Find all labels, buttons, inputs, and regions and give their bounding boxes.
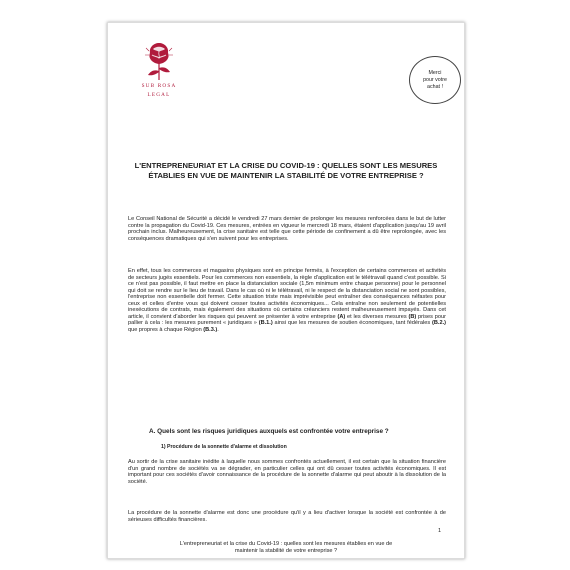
logo-line-1: SUB ROSA: [141, 83, 177, 89]
section-heading-a: A. Quels sont les risques juridiques auxquels est confrontée votre entreprise ?: [149, 428, 389, 435]
footer-line-1: L'entrepreneuriat et la crise du Covid-19 : quelles sont les mesures établies en vue de: [179, 541, 393, 547]
rose-icon: [139, 39, 179, 81]
ref-b1: (B.1.): [258, 320, 273, 327]
logo-line-2: LEGAL: [147, 92, 171, 98]
thanks-badge: [409, 56, 461, 104]
thanks-line-1: Merci: [428, 69, 442, 76]
context-text-d: ainsi que les mesures de soutien économiques, tant fédérales: [272, 320, 433, 327]
context-paragraph: [128, 268, 446, 333]
thanks-line-2: pour votre: [423, 76, 447, 83]
subsection-heading-1: 1) Procédure de la sonnette d'alarme et dissolution: [161, 444, 287, 450]
ref-b2: (B.2.): [432, 320, 446, 327]
ref-b: (B): [408, 313, 417, 320]
intro-paragraph: Le Conseil National de Sécurité a décidé le vendredi 27 mars dernier de prolonger les mesures renforcées dans le but de lutter contre la propagation du Covid-19. Ces mesures, entrées en vigueur le mercredi 18 mars, étaient d'application jusqu'au 19 avril prochain inclus. Malheureusement, la crise sanitaire est telle que cette période de confinement a dû être reprolongée, avec les conséquences dramatiques qui s'en suivent pour les entreprises.: [128, 216, 446, 242]
footer-line-2: maintenir la stabilité de votre entreprise ?: [234, 547, 338, 554]
ref-b3: (B.3.): [203, 326, 218, 333]
document-page: [107, 22, 465, 559]
thanks-line-3: achat !: [427, 83, 443, 90]
document-title: L'ENTREPRENEURIAT ET LA CRISE DU COVID-19 : QUELLES SONT LES MESURES ÉTABLIES EN VUE DE MAINTENIR LA STABILITÉ DE VOTRE ENTREPRISE ?: [134, 161, 438, 180]
context-text-e: que propres à chaque Région: [128, 326, 204, 333]
ref-a: (A): [337, 313, 346, 320]
context-text-f: .: [217, 326, 219, 333]
dissolution-paragraph: Au sortir de la crise sanitaire inédite à laquelle nous sommes confrontés actuellement, il est certain que la situation financière d'un grand nombre de sociétés va se dégrader, en particulier celles qui ont dû cesser toutes activités économiques. Il est important pour ces sociétés d'avoir connaissance de la procédure de la sonnette d'alarme qui peut aboutir à la dissolution de la société.: [128, 459, 446, 485]
context-text-c: prises pour pallier à cela : les mesures purement « juridiques »: [128, 313, 446, 327]
context-text-b: et les diverses mesures: [345, 313, 409, 320]
context-text-a: En effet, tous les commerces et magasins physiques sont en principe fermés, à l'exception de certains commerces et activités de secteurs jugés essentiels. Pour les commerces non essentiels, la règle d'application est le télétravail quand c'est possible. Si ce n'est pas possible, il faut mettre en place la distanciation sociale (1,5m minimum entre chaque personne) pour le personnel qui doit se rendre sur le lieu de travail. Dans le cas où ni le télétravail, ni le respect de la distanciation social ne sont possibles, l'entreprise non essentielle doit fermer. Cette situation triste mais imprévisible peut entraîner des conséquences néfastes pour ceux et celles d'entre vous qui doivent cesser toutes activités économiques... Cela entraîne non seulement de potentielles inexécutions de contrats, mais également des situations où certains créanciers restent malheureusement impayés. Dans cet article, il convient d'aborder les risques qui peuvent se présenter à votre entreprise: [128, 268, 446, 320]
page-footer: [128, 541, 444, 555]
alarm-procedure-paragraph: La procédure de la sonnette d'alarme est donc une procédure qu'il y a lieu d'activer lorsque la société est confrontée à de sérieuses difficultés financières.: [128, 510, 446, 523]
page-number: 1: [438, 528, 442, 534]
sub-rosa-logo: [134, 39, 184, 99]
